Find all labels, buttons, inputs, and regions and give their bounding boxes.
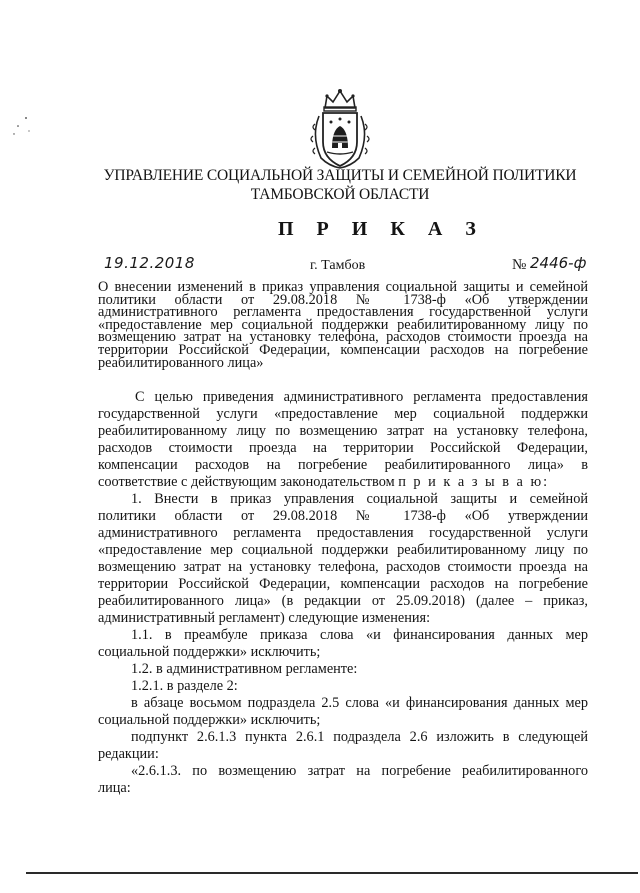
podpunkt-line: редакции: xyxy=(98,746,159,762)
item-1-line: политики области от 29.08.2018 № 1738-ф «Об утверждении xyxy=(98,508,588,524)
item-1-1-line: 1.1. в преамбуле приказа слова «и финансирования данных мер xyxy=(131,627,588,643)
preamble-line xyxy=(98,474,588,491)
scan-bottom-edge xyxy=(26,872,638,874)
preamble-line: реабилитированному лицу по возмещению затрат на установку телефона, xyxy=(98,423,588,439)
item-1-1-paragraph xyxy=(98,627,588,661)
item-1-2-line: 1.2. в административном регламенте: xyxy=(131,661,358,677)
subject-line: «предоставление мер социальной поддержки реабилитированному лицу по xyxy=(98,316,588,333)
item-1-line: «предоставление мер социальной поддержки реабилитированному лицу по xyxy=(98,542,588,558)
subject-line: О внесении изменений в приказ управления социальной защиты и семейной xyxy=(98,279,588,295)
item-1-line: возмещению затрат на установку телефона, расходов стоимости проезда на xyxy=(98,559,588,575)
quote-line: лица: xyxy=(98,780,131,796)
quote-paragraph xyxy=(98,763,588,797)
org-name-line-1: УПРАВЛЕНИЕ СОЦИАЛЬНОЙ ЗАЩИТЫ И СЕМЕЙНОЙ ПОЛИТИКИ xyxy=(103,167,577,184)
podpunkt-paragraph xyxy=(98,729,588,763)
abzac-line: в абзаце восьмом подраздела 2.5 слова «и финансирования данных мер xyxy=(131,695,588,711)
number-sign: № xyxy=(512,257,527,273)
abzac-line: социальной поддержки» исключить; xyxy=(98,712,321,728)
preamble-line: компенсации расходов на погребение реабилитированного лица» в xyxy=(98,457,588,473)
document-title: П Р И К А З xyxy=(278,218,485,240)
subject-line: реабилитированного лица» xyxy=(98,354,264,371)
preamble-line: С целью приведения административного регламента предоставления xyxy=(135,389,588,405)
item-1-2-paragraph xyxy=(98,661,588,678)
subject-line: политики области от 29.08.2018 № 1738-ф «Об утверждении xyxy=(98,291,588,308)
preamble-line: расходов стоимости проезда на территории Российской Федерации, xyxy=(98,440,588,456)
item-1-line: территории Российской Федерации, компенсации расходов на погребение xyxy=(98,576,588,592)
scan-speck-marks xyxy=(8,112,38,142)
handwritten-order-number: 2446-ф xyxy=(530,254,587,272)
item-1-line: административный регламент) следующие изменения: xyxy=(98,610,431,626)
item-1-line: 1. Внести в приказ управления социальной защиты и семейной xyxy=(131,491,588,507)
item-1-paragraph xyxy=(98,491,588,627)
city-label: г. Тамбов xyxy=(310,258,366,273)
item-1-2-1-line: 1.2.1. в разделе 2: xyxy=(131,678,238,694)
item-1-2-1-paragraph xyxy=(98,678,588,695)
order-subject xyxy=(98,281,588,369)
preamble-paragraph xyxy=(98,389,588,491)
preamble-line-text: соответствие с действующим законодательством xyxy=(98,474,395,490)
tambov-coat-of-arms-icon xyxy=(299,86,381,170)
subject-line: возмещению затрат на установку телефона, расходов стоимости проезда на xyxy=(98,329,588,346)
item-1-line: реабилитированного лица» (в редакции от 25.09.2018) (далее – приказ, xyxy=(98,593,588,609)
item-1-1-line: социальной поддержки» исключить; xyxy=(98,644,321,660)
podpunkt-line: подпункт 2.6.1.3 пункта 2.6.1 подраздела 2.6 изложить в следующей xyxy=(131,729,588,745)
quote-line: «2.6.1.3. по возмещению затрат на погребение реабилитированного xyxy=(131,763,588,779)
order-verb: п р и к а з ы в а ю: xyxy=(398,474,550,490)
preamble-line: государственной услуги «предоставление мер социальной поддержки xyxy=(98,406,588,422)
item-1-line: административного регламента предоставления государственной услуги xyxy=(98,525,588,541)
subject-line: административного регламента предоставления государственной услуги xyxy=(98,304,588,321)
org-name-line-2: ТАМБОВСКОЙ ОБЛАСТИ xyxy=(250,186,430,203)
subject-line: территории Российской Федерации, компенсации расходов на погребение xyxy=(98,341,588,358)
abzac-paragraph xyxy=(98,695,588,729)
handwritten-date: 19.12.2018 xyxy=(104,254,195,272)
